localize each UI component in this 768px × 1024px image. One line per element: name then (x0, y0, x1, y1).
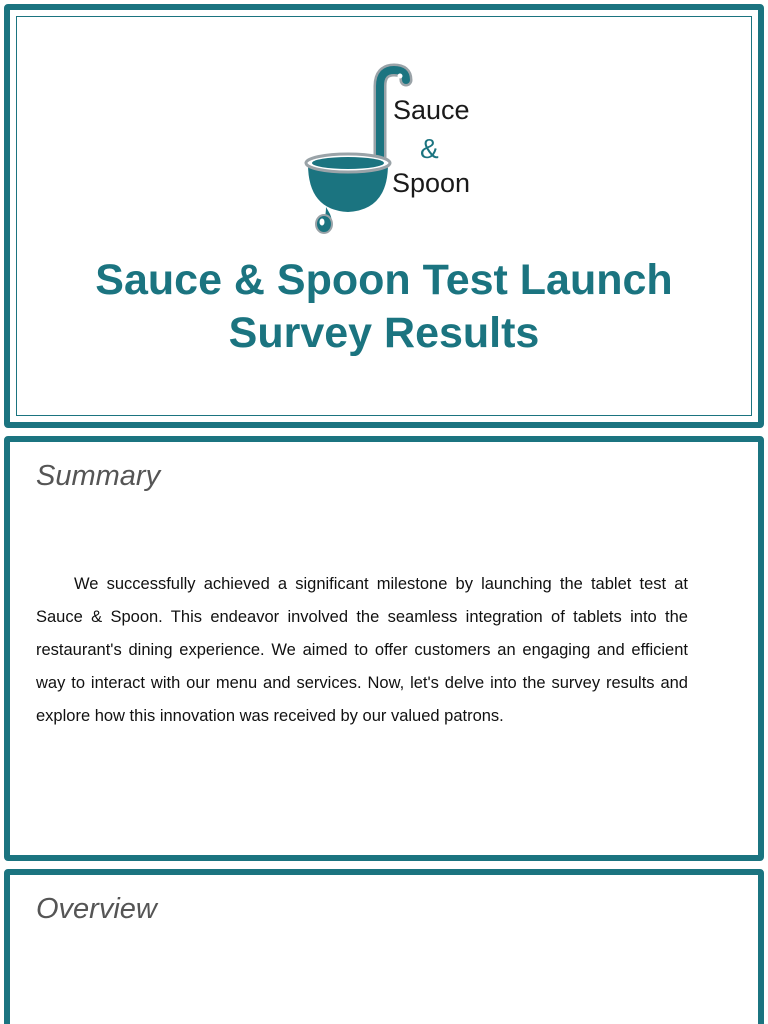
summary-body: We successfully achieved a significant milestone by launching the tablet test at Sauce & Spoon. This endeavor involved the seamless integration of tablets into the restaurant's dining experience. We aimed to offer customers an engaging and efficient way to interact with our menu and services. Now, let's delve into the survey results and explore how this innovation was received by our valued patrons. (36, 575, 688, 725)
logo-ampersand: & (420, 133, 439, 164)
logo-word-sauce: Sauce (393, 95, 470, 125)
sauce-and-spoon-logo (296, 62, 476, 234)
summary-heading: Summary (36, 460, 161, 492)
title-line-1: Sauce & Spoon Test Launch (95, 256, 673, 304)
title-slide (4, 4, 764, 428)
title-line-2: Survey Results (228, 309, 540, 357)
overview-slide (4, 869, 764, 1024)
page-title (10, 254, 758, 360)
ladle-icon (296, 62, 476, 234)
summary-slide (4, 436, 764, 861)
logo-word-spoon: Spoon (392, 168, 471, 198)
overview-heading: Overview (36, 893, 157, 925)
